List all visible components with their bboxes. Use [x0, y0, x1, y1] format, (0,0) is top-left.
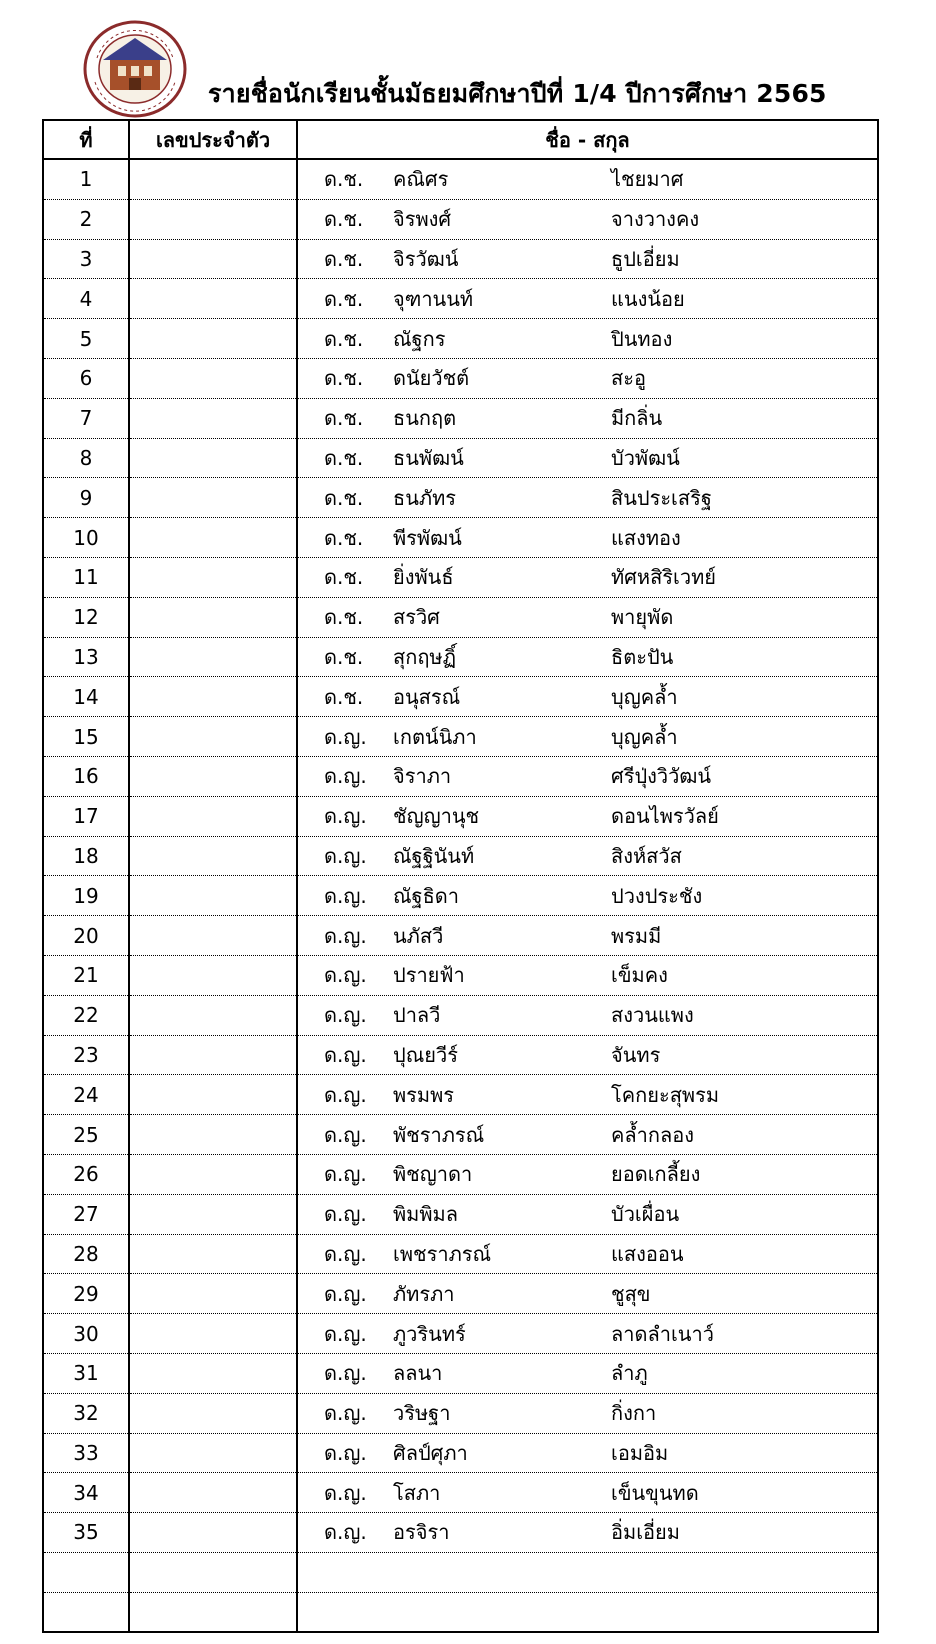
row-number: 34 [43, 1473, 129, 1513]
full-name-cell [297, 319, 878, 359]
student-id-cell [129, 756, 297, 796]
student-id-cell [129, 916, 297, 956]
name-prefix: ด.ช. [324, 644, 364, 669]
row-number: 17 [43, 796, 129, 836]
student-id-cell [129, 398, 297, 438]
row-number: 32 [43, 1393, 129, 1433]
name-prefix: ด.ญ. [324, 1042, 367, 1067]
name-prefix: ด.ช. [324, 406, 364, 431]
name-prefix: ด.ช. [324, 605, 364, 630]
name-prefix: ด.ช. [324, 167, 364, 192]
row-number: 21 [43, 955, 129, 995]
full-name-cell [297, 1473, 878, 1513]
table-row [43, 1075, 878, 1115]
page-title: รายชื่อนักเรียนชั้นมัธยมศึกษาปีที่ 1/4 ปีการศึกษา 2565 [208, 79, 827, 108]
last-name: ธิตะปัน [611, 644, 674, 669]
full-name-cell [297, 1154, 878, 1194]
first-name: จิรพงศ์ [393, 207, 452, 232]
student-id-cell [129, 478, 297, 518]
name-prefix: ด.ช. [324, 525, 364, 550]
last-name: ชูสุข [611, 1281, 651, 1306]
full-name-cell [297, 796, 878, 836]
first-name: โสภา [393, 1480, 441, 1505]
table-row [43, 319, 878, 359]
student-id-cell [129, 1154, 297, 1194]
header-full-name: ชื่อ - สกุล [297, 120, 878, 159]
first-name: ปรายฟ้า [393, 963, 465, 988]
name-prefix: ด.ญ. [324, 1082, 367, 1107]
table-row [43, 1592, 878, 1632]
last-name: จางวางคง [611, 207, 700, 232]
full-name-cell [297, 1314, 878, 1354]
table-row [43, 1035, 878, 1075]
first-name: ณัฐกร [393, 326, 446, 351]
student-id-cell [129, 1035, 297, 1075]
row-number: 8 [43, 438, 129, 478]
first-name: ปาลวี [393, 1003, 441, 1028]
name-prefix: ด.ญ. [324, 963, 367, 988]
student-id-cell [129, 1353, 297, 1393]
last-name: ธูปเอี่ยม [611, 246, 680, 271]
first-name: จิราภา [393, 764, 452, 789]
name-prefix: ด.ญ. [324, 1202, 367, 1227]
first-name: สรวิศ [393, 605, 440, 630]
first-name: ดนัยวัชต์ [393, 366, 470, 391]
first-name: จิรวัฒน์ [393, 246, 459, 271]
name-prefix: ด.ญ. [324, 764, 367, 789]
student-id-cell [129, 1115, 297, 1155]
student-id-cell [129, 1274, 297, 1314]
last-name: บัวเผื่อน [611, 1202, 680, 1227]
last-name: คล้ำกลอง [611, 1122, 695, 1147]
name-prefix: ด.ญ. [324, 1162, 367, 1187]
first-name: คณิศร [393, 167, 449, 192]
full-name-cell [297, 199, 878, 239]
last-name: ดอนไพรวัลย์ [611, 804, 719, 829]
student-id-cell [129, 876, 297, 916]
table-row [43, 1433, 878, 1473]
first-name: เกตน์นิภา [393, 724, 477, 749]
last-name: บัวพัฒน์ [611, 445, 680, 470]
full-name-cell [297, 836, 878, 876]
header-student-id: เลขประจำตัว [129, 120, 297, 159]
row-number: 24 [43, 1075, 129, 1115]
name-prefix: ด.ช. [324, 207, 364, 232]
table-row [43, 637, 878, 677]
row-number: 26 [43, 1154, 129, 1194]
name-prefix: ด.ญ. [324, 883, 367, 908]
full-name-cell [297, 955, 878, 995]
student-id-cell [129, 438, 297, 478]
first-name: อนุสรณ์ [393, 684, 461, 709]
first-name: ณัฐฐินันท์ [393, 843, 475, 868]
row-number: 7 [43, 398, 129, 438]
table-row [43, 279, 878, 319]
full-name-cell [297, 557, 878, 597]
first-name: ธนพัฒน์ [393, 445, 464, 470]
last-name: ปินทอง [611, 326, 673, 351]
student-id-cell [129, 1234, 297, 1274]
first-name: อรจิรา [393, 1520, 450, 1545]
student-id-cell [129, 1552, 297, 1592]
row-number: 9 [43, 478, 129, 518]
name-prefix: ด.ญ. [324, 1281, 367, 1306]
first-name: พิชญาดา [393, 1162, 473, 1187]
name-prefix: ด.ญ. [324, 1520, 367, 1545]
row-number: 23 [43, 1035, 129, 1075]
table-row [43, 438, 878, 478]
first-name: ลลนา [393, 1361, 443, 1386]
row-number: 25 [43, 1115, 129, 1155]
student-id-cell [129, 677, 297, 717]
full-name-cell [297, 1513, 878, 1553]
table-row [43, 1274, 878, 1314]
row-number: 3 [43, 239, 129, 279]
name-prefix: ด.ช. [324, 565, 364, 590]
first-name: พีรพัฒน์ [393, 525, 462, 550]
row-number: 13 [43, 637, 129, 677]
last-name: แนงน้อย [611, 286, 685, 311]
full-name-cell [297, 239, 878, 279]
full-name-cell [297, 995, 878, 1035]
name-prefix: ด.ช. [324, 286, 364, 311]
row-number: 29 [43, 1274, 129, 1314]
school-emblem-icon [83, 20, 187, 118]
name-prefix: ด.ช. [324, 246, 364, 271]
full-name-cell [297, 876, 878, 916]
table-row [43, 1393, 878, 1433]
table-row [43, 876, 878, 916]
full-name-cell [297, 1194, 878, 1234]
table-row [43, 1234, 878, 1274]
last-name: ปวงประชัง [611, 883, 703, 908]
last-name: ลำภู [611, 1361, 648, 1386]
full-name-cell [297, 518, 878, 558]
full-name-cell [297, 1552, 878, 1592]
first-name: ชัญญานุช [393, 804, 480, 829]
full-name-cell [297, 717, 878, 757]
table-row [43, 717, 878, 757]
student-id-cell [129, 796, 297, 836]
row-number: 16 [43, 756, 129, 796]
first-name: สุกฤษฏิ์ [393, 644, 457, 669]
last-name: ลาดลำเนาว์ [611, 1321, 714, 1346]
name-prefix: ด.ญ. [324, 1480, 367, 1505]
full-name-cell [297, 159, 878, 199]
table-row [43, 916, 878, 956]
student-id-cell [129, 597, 297, 637]
row-number: 18 [43, 836, 129, 876]
first-name: ธนภัทร [393, 485, 456, 510]
student-id-cell [129, 159, 297, 199]
last-name: สิงห์สวัส [611, 843, 682, 868]
row-number: 19 [43, 876, 129, 916]
full-name-cell [297, 279, 878, 319]
name-prefix: ด.ญ. [324, 1361, 367, 1386]
table-row [43, 518, 878, 558]
table-row [43, 1194, 878, 1234]
table-header-row [43, 120, 878, 159]
student-id-cell [129, 518, 297, 558]
last-name: เข็มคง [611, 963, 668, 988]
student-id-cell [129, 199, 297, 239]
last-name: ทัศหสิริเวทย์ [611, 565, 716, 590]
last-name: แสงทอง [611, 525, 681, 550]
student-id-cell [129, 1393, 297, 1433]
table-row [43, 1513, 878, 1553]
last-name: แสงออน [611, 1241, 684, 1266]
name-prefix: ด.ญ. [324, 1241, 367, 1266]
last-name: สงวนแพง [611, 1003, 694, 1028]
table-row [43, 557, 878, 597]
full-name-cell [297, 438, 878, 478]
table-row [43, 1552, 878, 1592]
first-name: พิมพิมล [393, 1202, 458, 1227]
first-name: ณัฐธิดา [393, 883, 460, 908]
student-id-cell [129, 637, 297, 677]
name-prefix: ด.ช. [324, 366, 364, 391]
row-number: 20 [43, 916, 129, 956]
student-id-cell [129, 717, 297, 757]
table-row [43, 796, 878, 836]
row-number: 2 [43, 199, 129, 239]
full-name-cell [297, 478, 878, 518]
last-name: อิ่มเอี่ยม [611, 1520, 680, 1545]
table-row [43, 199, 878, 239]
first-name: ยิ่งพันธ์ [393, 565, 454, 590]
full-name-cell [297, 1035, 878, 1075]
last-name: บุญคล้ำ [611, 724, 678, 749]
name-prefix: ด.ญ. [324, 1401, 367, 1426]
table-row [43, 239, 878, 279]
student-id-cell [129, 1075, 297, 1115]
full-name-cell [297, 756, 878, 796]
table-row [43, 677, 878, 717]
row-number: 11 [43, 557, 129, 597]
row-number: 10 [43, 518, 129, 558]
student-id-cell [129, 836, 297, 876]
first-name: ศิลป์ศุภา [393, 1440, 468, 1465]
full-name-cell [297, 1433, 878, 1473]
first-name: เพชราภรณ์ [393, 1241, 492, 1266]
first-name: ภูวรินทร์ [393, 1321, 466, 1346]
full-name-cell [297, 358, 878, 398]
table-row [43, 995, 878, 1035]
row-number: 4 [43, 279, 129, 319]
student-id-cell [129, 995, 297, 1035]
last-name: พรมมี [611, 923, 662, 948]
full-name-cell [297, 1075, 878, 1115]
row-number: 22 [43, 995, 129, 1035]
last-name: ศรีปุ่งวิวัฒน์ [611, 764, 712, 789]
row-number [43, 1592, 129, 1632]
full-name-cell [297, 916, 878, 956]
last-name: ไชยมาศ [611, 167, 684, 192]
name-prefix: ด.ญ. [324, 1440, 367, 1465]
table-row [43, 597, 878, 637]
full-name-cell [297, 1592, 878, 1632]
table-row [43, 478, 878, 518]
last-name: สินประเสริฐ [611, 485, 712, 510]
table-row [43, 159, 878, 199]
full-name-cell [297, 597, 878, 637]
name-prefix: ด.ญ. [324, 1321, 367, 1346]
first-name: ภัทรภา [393, 1281, 455, 1306]
student-id-cell [129, 279, 297, 319]
row-number: 33 [43, 1433, 129, 1473]
table-row [43, 756, 878, 796]
last-name: โคกยะสุพรม [611, 1082, 720, 1107]
student-id-cell [129, 1314, 297, 1354]
student-roster-table [42, 119, 879, 1633]
table-row [43, 955, 878, 995]
roster-body [43, 159, 878, 1632]
full-name-cell [297, 1353, 878, 1393]
first-name: ปุณยวีร์ [393, 1042, 458, 1067]
last-name: เอมอิม [611, 1440, 669, 1465]
full-name-cell [297, 637, 878, 677]
row-number: 12 [43, 597, 129, 637]
table-row [43, 358, 878, 398]
full-name-cell [297, 398, 878, 438]
first-name: จุฑานนท์ [393, 286, 474, 311]
row-number: 1 [43, 159, 129, 199]
name-prefix: ด.ช. [324, 485, 364, 510]
last-name: พายุพัด [611, 605, 674, 630]
row-number: 15 [43, 717, 129, 757]
first-name: ธนกฤต [393, 406, 457, 431]
student-id-cell [129, 1513, 297, 1553]
student-id-cell [129, 955, 297, 995]
last-name: กิ่งกา [611, 1401, 657, 1426]
last-name: เข็นขุนทด [611, 1480, 699, 1505]
row-number: 28 [43, 1234, 129, 1274]
table-row [43, 1473, 878, 1513]
last-name: จันทร [611, 1042, 661, 1067]
full-name-cell [297, 677, 878, 717]
last-name: บุญคล้ำ [611, 684, 678, 709]
row-number: 35 [43, 1513, 129, 1553]
student-id-cell [129, 1592, 297, 1632]
student-id-cell [129, 557, 297, 597]
full-name-cell [297, 1274, 878, 1314]
name-prefix: ด.ญ. [324, 804, 367, 829]
full-name-cell [297, 1234, 878, 1274]
first-name: นภัสวี [393, 923, 444, 948]
name-prefix: ด.ญ. [324, 843, 367, 868]
student-id-cell [129, 239, 297, 279]
row-number: 6 [43, 358, 129, 398]
row-number: 5 [43, 319, 129, 359]
name-prefix: ด.ช. [324, 445, 364, 470]
row-number: 27 [43, 1194, 129, 1234]
student-id-cell [129, 1473, 297, 1513]
last-name: สะอู [611, 366, 646, 391]
first-name: พรมพร [393, 1082, 455, 1107]
table-row [43, 836, 878, 876]
last-name: ยอดเกลี้ยง [611, 1162, 701, 1187]
last-name: มีกลิ่น [611, 406, 663, 431]
row-number [43, 1552, 129, 1592]
first-name: วริษฐา [393, 1401, 451, 1426]
name-prefix: ด.ญ. [324, 1003, 367, 1028]
table-row [43, 1154, 878, 1194]
name-prefix: ด.ญ. [324, 724, 367, 749]
full-name-cell [297, 1393, 878, 1433]
table-row [43, 1353, 878, 1393]
row-number: 14 [43, 677, 129, 717]
table-row [43, 398, 878, 438]
header-number: ที่ [43, 120, 129, 159]
table-row [43, 1314, 878, 1354]
first-name: พัชราภรณ์ [393, 1122, 485, 1147]
name-prefix: ด.ญ. [324, 923, 367, 948]
student-id-cell [129, 1433, 297, 1473]
name-prefix: ด.ช. [324, 326, 364, 351]
row-number: 30 [43, 1314, 129, 1354]
table-row [43, 1115, 878, 1155]
full-name-cell [297, 1115, 878, 1155]
name-prefix: ด.ญ. [324, 1122, 367, 1147]
student-id-cell [129, 358, 297, 398]
student-id-cell [129, 1194, 297, 1234]
name-prefix: ด.ช. [324, 684, 364, 709]
row-number: 31 [43, 1353, 129, 1393]
student-id-cell [129, 319, 297, 359]
